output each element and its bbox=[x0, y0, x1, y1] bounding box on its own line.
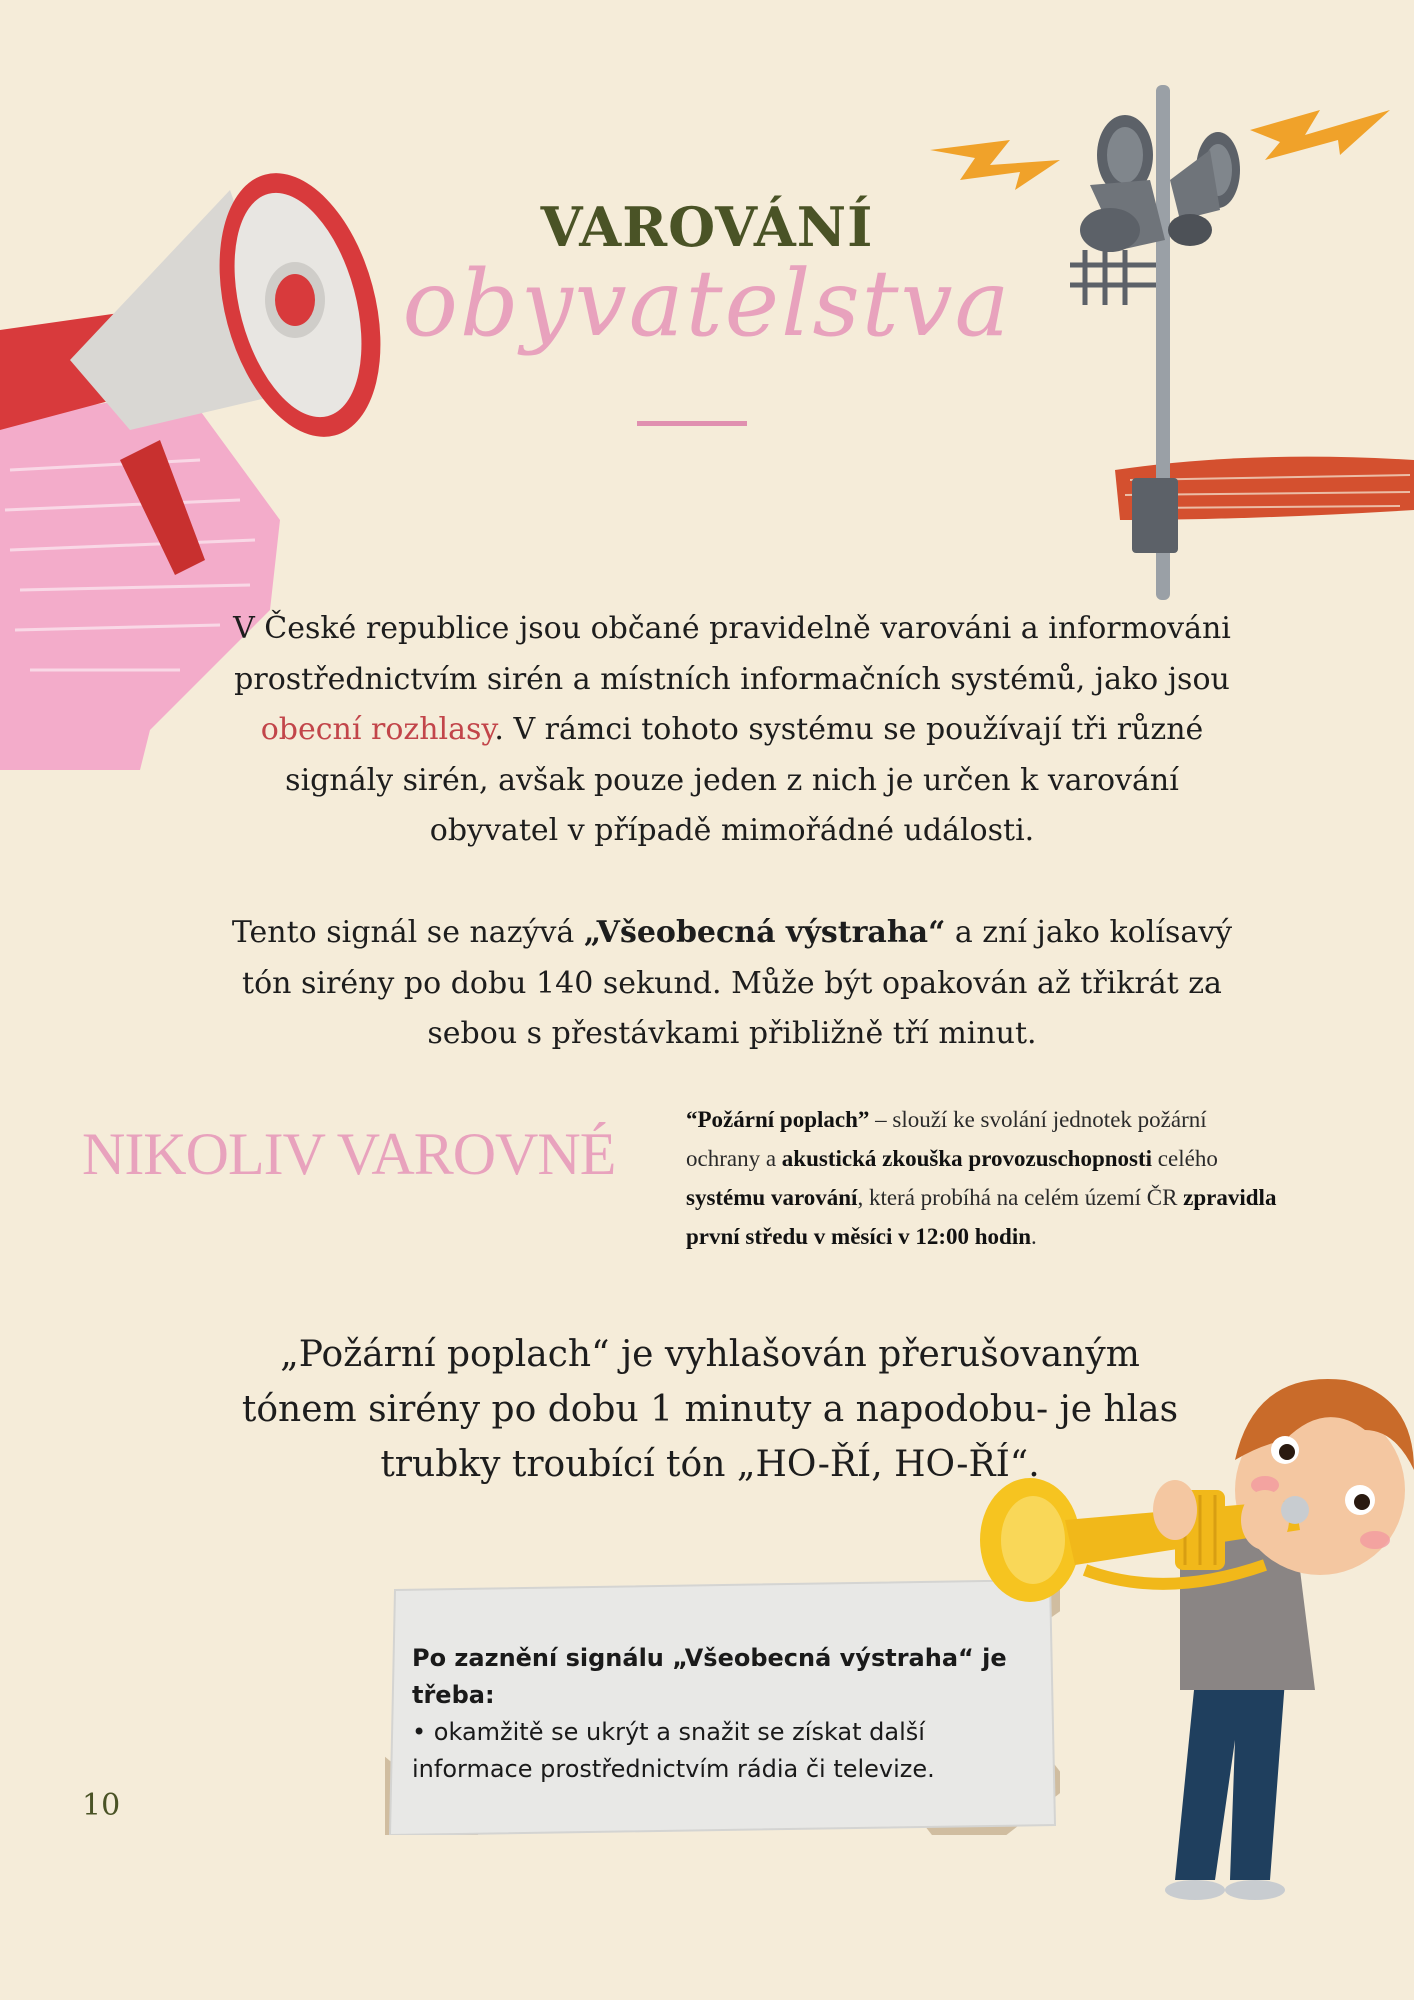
note-line-2: • okamžitě se ukrýt a snažit se získat další informace prostřednictvím rádia či televize. bbox=[412, 1718, 935, 1783]
note-line-1: Po zaznění signálu „Všeobecná výstraha“ je třeba: bbox=[412, 1644, 1007, 1709]
intro-highlight: obecní rozhlasy bbox=[260, 712, 495, 747]
signal-text-2: a zní jako kolísavý tón sirény po dobu 140 sekund. Může být opakován až třikrát za sebou s přestávkami přibližně tří minut. bbox=[242, 915, 1233, 1051]
lightning-icon bbox=[1250, 110, 1390, 160]
nikoliv-t1: – slouží ke svolání jednotek požární ochrany a bbox=[686, 1107, 1207, 1171]
note-text bbox=[412, 1640, 1012, 1788]
signal-name: „Všeobecná výstraha“ bbox=[583, 915, 946, 950]
nikoliv-heading: NIKOLIV VAROVNÉ bbox=[82, 1121, 616, 1187]
lightning-icon bbox=[930, 140, 1060, 190]
nikoliv-description bbox=[686, 1100, 1286, 1256]
page-number: 10 bbox=[82, 1788, 121, 1823]
trumpet-boy-icon bbox=[965, 1360, 1414, 1920]
nikoliv-b3: systému varování bbox=[686, 1185, 858, 1210]
nikoliv-b1: “Požární poplach” bbox=[686, 1107, 870, 1132]
intro-text-2: . V rámci tohoto systému se používají tři různé signály sirén, avšak pouze jeden z nich je určen k varování obyvatel v případě mimořádné události. bbox=[285, 712, 1204, 848]
fire-alarm-paragraph: „Požární poplach“ je vyhlašován přerušovaným tónem sirény po dobu 1 minuty a napodobu- je hlas trubky troubící tón „HO-ŘÍ, HO-ŘÍ“. bbox=[241, 1334, 1179, 1485]
signal-paragraph bbox=[225, 908, 1239, 1060]
page-title: VAROVÁNÍ bbox=[540, 195, 874, 259]
intro-text-1: V České republice jsou občané pravidelně varováni a informováni prostřednictvím sirén a místních informačních systémů, jako jsou bbox=[233, 611, 1231, 697]
signal-text-1: Tento signál se nazývá bbox=[231, 915, 584, 950]
page-subtitle: obyvatelstva bbox=[402, 250, 1012, 357]
nikoliv-b2: akustická zkouška provozuschopnosti bbox=[781, 1146, 1153, 1171]
nikoliv-t3: , která probíhá na celém území ČR bbox=[857, 1185, 1184, 1210]
nikoliv-t4: . bbox=[1031, 1224, 1037, 1249]
title-divider bbox=[637, 421, 747, 426]
nikoliv-b4: zpravidla první středu v měsíci v 12:00 hodin bbox=[686, 1185, 1277, 1249]
nikoliv-t2: celého bbox=[1152, 1146, 1218, 1171]
intro-paragraph bbox=[225, 604, 1239, 857]
